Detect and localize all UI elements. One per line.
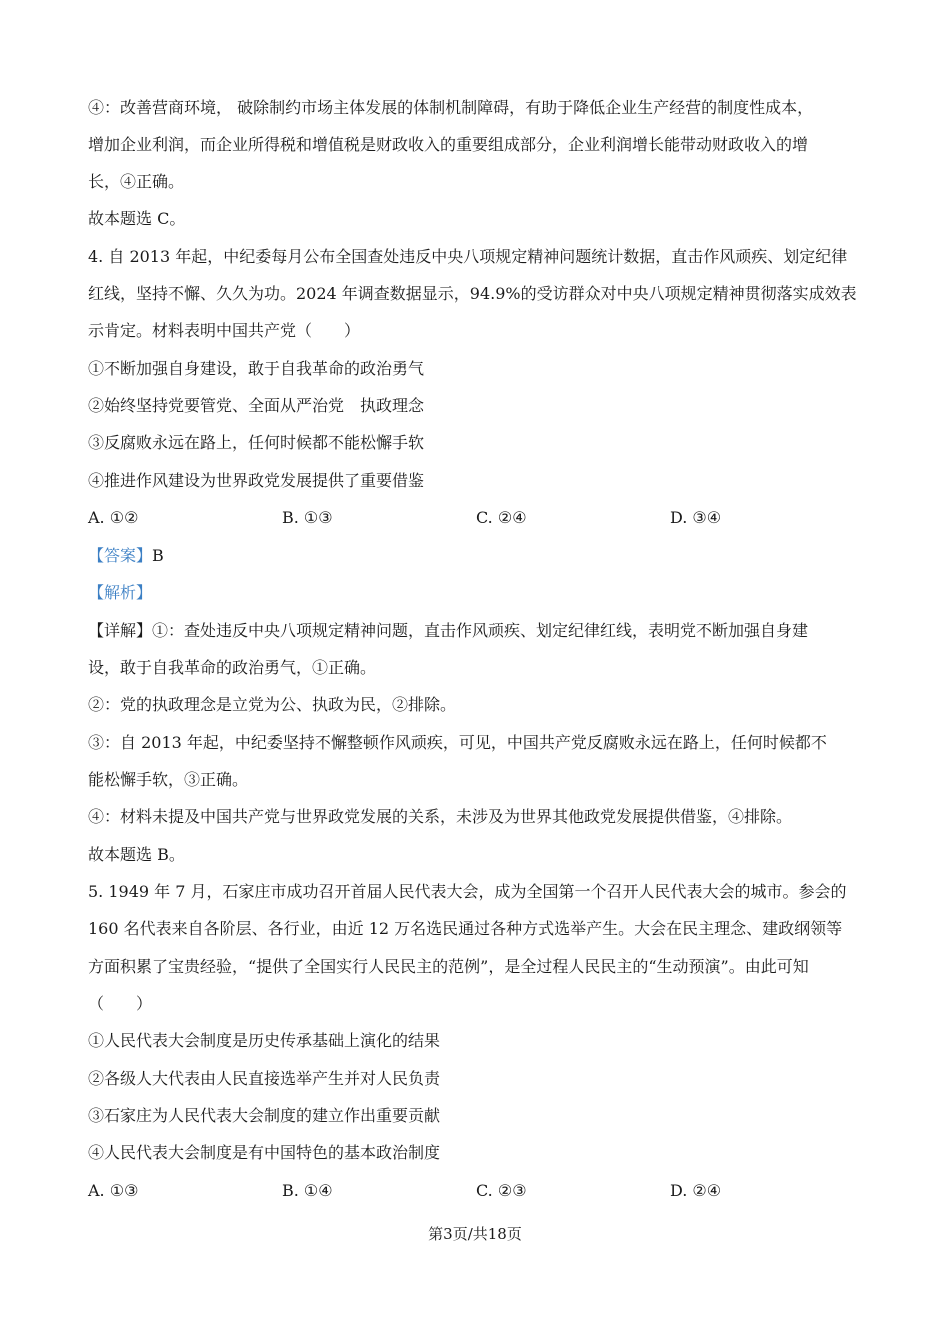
q4-stem-line: 红线，坚持不懈、久久为功。2024 年调查数据显示，94.9%的受访群众对中央八项规定精神贯彻落实成效表 bbox=[88, 284, 857, 303]
prev-analysis-line: 增加企业利润，而企业所得税和增值税是财政收入的重要组成部分，企业利润增长能带动财政收入的增 bbox=[88, 135, 809, 154]
prev-conclusion: 故本题选 C。 bbox=[88, 209, 186, 228]
q4-option-b: B. ①③ bbox=[282, 508, 333, 527]
answer-value: B bbox=[152, 546, 164, 565]
q5-item: ②各级人大代表由人民直接选举产生并对人民负责 bbox=[88, 1069, 441, 1088]
q4-item: ④推进作风建设为世界政党发展提供了重要借鉴 bbox=[88, 471, 425, 490]
q4-detail-line: 【详解】①：查处违反中央八项规定精神问题，直击作风顽疾、划定纪律红线，表明党不断加强自身建 bbox=[88, 621, 809, 640]
q4-item: ①不断加强自身建设，敢于自我革命的政治勇气 bbox=[88, 359, 425, 378]
page-number: 第3页/共18页 bbox=[428, 1225, 522, 1243]
answer-tag: 【答案】 bbox=[88, 546, 153, 565]
q4-option-d: D. ③④ bbox=[670, 508, 722, 527]
q4-detail-line: ④：材料未提及中国共产党与世界政党发展的关系，未涉及为世界其他政党发展提供借鉴，④排除。 bbox=[88, 807, 793, 826]
q5-option-b: B. ①④ bbox=[282, 1181, 333, 1200]
q5-option-c: C. ②③ bbox=[476, 1181, 527, 1200]
q4-item: ③反腐败永远在路上，任何时候都不能松懈手软 bbox=[88, 433, 425, 452]
q4-detail-line: 能松懈手软，③正确。 bbox=[88, 770, 249, 789]
analysis-tag: 【解析】 bbox=[88, 583, 153, 602]
q4-option-a: A. ①② bbox=[88, 508, 139, 527]
q5-stem-line: 5. 1949 年 7 月，石家庄市成功召开首届人民代表大会，成为全国第一个召开人民代表大会的城市。参会的 bbox=[88, 882, 847, 901]
q5-item: ③石家庄为人民代表大会制度的建立作出重要贡献 bbox=[88, 1106, 441, 1125]
q5-stem-line: 160 名代表来自各阶层、各行业，由近 12 万名选民通过各种方式选举产生。大会在民主理念、建政纲领等 bbox=[88, 919, 843, 938]
q4-detail-line: 设，敢于自我革命的政治勇气，①正确。 bbox=[88, 658, 377, 677]
q5-item: ①人民代表大会制度是历史传承基础上演化的结果 bbox=[88, 1031, 441, 1050]
q4-detail-line: ③：自 2013 年起，中纪委坚持不懈整顿作风顽疾，可见，中国共产党反腐败永远在路上，任何时候都不 bbox=[88, 733, 827, 752]
q4-option-c: C. ②④ bbox=[476, 508, 527, 527]
q4-answer-line bbox=[88, 545, 862, 567]
q4-stem-line: 4. 自 2013 年起，中纪委每月公布全国查处违反中央八项规定精神问题统计数据，直击作风顽疾、划定纪律 bbox=[88, 247, 848, 266]
q4-detail-line: ②：党的执政理念是立党为公、执政为民，②排除。 bbox=[88, 695, 457, 714]
q5-stem-line: （ ） bbox=[88, 994, 153, 1013]
q4-item: ②始终坚持党要管党、全面从严治党 执政理念 bbox=[88, 396, 425, 415]
q5-stem-line: 方面积累了宝贵经验，“提供了全国实行人民民主的范例”，是全过程人民民主的“生动预演”。由此可知 bbox=[88, 957, 809, 976]
q4-stem-line: 示肯定。材料表明中国共产党（ ） bbox=[88, 321, 361, 340]
q4-conclusion: 故本题选 B。 bbox=[88, 845, 185, 864]
q5-option-a: A. ①③ bbox=[88, 1181, 139, 1200]
q5-item: ④人民代表大会制度是有中国特色的基本政治制度 bbox=[88, 1143, 441, 1162]
prev-analysis-line: 长，④正确。 bbox=[88, 172, 185, 191]
q5-option-d: D. ②④ bbox=[670, 1181, 722, 1200]
prev-analysis-line: ④：改善营商环境， 破除制约市场主体发展的体制机制障碍，有助于降低企业生产经营的制度性成本， bbox=[88, 98, 814, 117]
